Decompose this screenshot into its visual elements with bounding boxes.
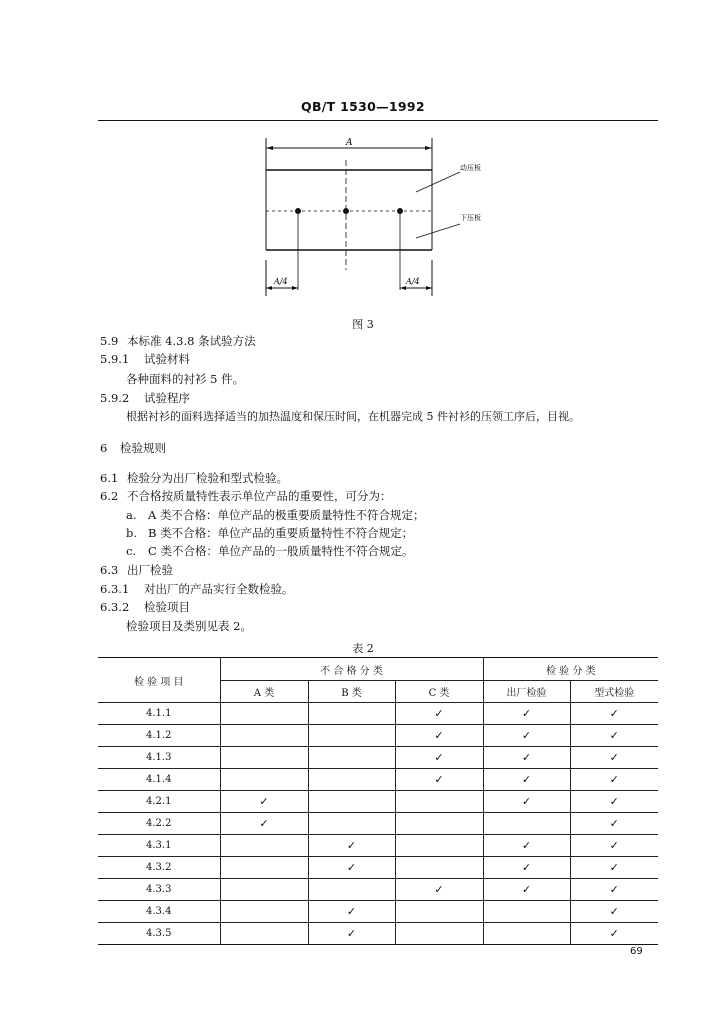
quarter-label-right: A/4 bbox=[406, 277, 420, 286]
dim-arrow-right bbox=[425, 146, 432, 150]
check-mark-cell: ✓ bbox=[483, 725, 570, 747]
table-body bbox=[98, 703, 658, 945]
line-text: 检验项目 bbox=[144, 600, 190, 614]
line-text: A 类不合格：单位产品的极重要质量特性不符合规定； bbox=[148, 508, 425, 522]
point-centre bbox=[343, 208, 349, 214]
line-number: 5.9 bbox=[100, 334, 119, 348]
line-text: 各种面料的衬衫 5 件。 bbox=[126, 372, 245, 386]
line-text: 检验规则 bbox=[120, 441, 166, 455]
empty-cell bbox=[220, 923, 308, 945]
check-mark-cell: ✓ bbox=[395, 747, 483, 769]
line-text: 出厂检验 bbox=[127, 563, 173, 577]
column-header: B 类 bbox=[308, 681, 395, 703]
paragraph-line bbox=[126, 410, 580, 424]
table-row bbox=[98, 725, 658, 747]
item-cell: 4.1.4 bbox=[98, 769, 220, 791]
line-number: 6.2 bbox=[100, 489, 119, 503]
line-number: 6.1 bbox=[100, 471, 119, 485]
check-mark-cell: ✓ bbox=[483, 857, 570, 879]
header-rule bbox=[98, 120, 658, 121]
table-row bbox=[98, 923, 658, 945]
upper-plate-label: 动压板 bbox=[460, 164, 481, 172]
column-header: 型式检验 bbox=[570, 681, 658, 703]
table-row bbox=[98, 703, 658, 725]
line-number: b. bbox=[126, 526, 138, 540]
bottom-left-arrow-b bbox=[292, 286, 298, 290]
line-text: B 类不合格：单位产品的重要质量特性不符合规定； bbox=[148, 526, 414, 540]
check-mark-cell: ✓ bbox=[308, 923, 395, 945]
empty-cell bbox=[220, 879, 308, 901]
line-number: c. bbox=[126, 544, 137, 558]
empty-cell bbox=[395, 923, 483, 945]
section-5-9-2 bbox=[100, 391, 190, 405]
column-header: A 类 bbox=[220, 681, 308, 703]
check-mark-cell: ✓ bbox=[483, 791, 570, 813]
table-row bbox=[98, 769, 658, 791]
list-item-c bbox=[126, 544, 413, 558]
line-number: 6.3 bbox=[100, 563, 119, 577]
empty-cell bbox=[308, 791, 395, 813]
item-cell: 4.1.2 bbox=[98, 725, 220, 747]
table-row bbox=[98, 857, 658, 879]
check-mark-cell: ✓ bbox=[570, 835, 658, 857]
item-cell: 4.3.4 bbox=[98, 901, 220, 923]
line-text: C 类不合格：单位产品的一般质量特性不符合规定。 bbox=[148, 544, 414, 558]
empty-cell bbox=[308, 747, 395, 769]
quarter-label-left: A/4 bbox=[274, 277, 288, 286]
check-mark-cell: ✓ bbox=[483, 835, 570, 857]
paragraph-line bbox=[126, 619, 252, 633]
line-text: 不合格按质量特性表示单位产品的重要性，可分为： bbox=[127, 489, 392, 503]
line-text: 检验项目及类别见表 2。 bbox=[126, 619, 252, 633]
empty-cell bbox=[220, 835, 308, 857]
item-cell: 4.2.2 bbox=[98, 813, 220, 835]
lower-leader bbox=[416, 224, 460, 238]
empty-cell bbox=[395, 791, 483, 813]
empty-cell bbox=[483, 901, 570, 923]
empty-cell bbox=[220, 769, 308, 791]
lower-plate-label: 下压板 bbox=[460, 214, 481, 222]
section-5-9 bbox=[100, 334, 256, 348]
empty-cell bbox=[395, 835, 483, 857]
column-header: C 类 bbox=[395, 681, 483, 703]
table-title: 表 2 bbox=[352, 642, 374, 655]
empty-cell bbox=[220, 725, 308, 747]
check-mark-cell: ✓ bbox=[220, 813, 308, 835]
check-mark-cell: ✓ bbox=[395, 725, 483, 747]
bottom-right-arrow-b bbox=[426, 286, 432, 290]
check-mark-cell: ✓ bbox=[308, 857, 395, 879]
item-column-header: 检 验 项 目 bbox=[98, 658, 220, 703]
check-mark-cell: ✓ bbox=[395, 879, 483, 901]
column-header: 出厂检验 bbox=[483, 681, 570, 703]
item-cell: 4.3.1 bbox=[98, 835, 220, 857]
table-row bbox=[98, 879, 658, 901]
empty-cell bbox=[220, 703, 308, 725]
empty-cell bbox=[220, 901, 308, 923]
paragraph-line bbox=[126, 372, 244, 386]
check-mark-cell: ✓ bbox=[570, 813, 658, 835]
item-cell: 4.3.3 bbox=[98, 879, 220, 901]
section-6-3-1 bbox=[100, 582, 294, 596]
check-mark-cell: ✓ bbox=[308, 901, 395, 923]
empty-cell bbox=[220, 857, 308, 879]
check-mark-cell: ✓ bbox=[570, 791, 658, 813]
line-text: 试验程序 bbox=[144, 391, 190, 405]
dim-label-a: A bbox=[346, 138, 353, 148]
check-mark-cell: ✓ bbox=[570, 725, 658, 747]
document-code-header: QB/T 1530—1992 bbox=[301, 99, 425, 114]
line-text: 本标准 4.3.8 条试验方法 bbox=[127, 334, 256, 348]
check-mark-cell: ✓ bbox=[570, 857, 658, 879]
check-mark-cell: ✓ bbox=[308, 835, 395, 857]
item-cell: 4.1.1 bbox=[98, 703, 220, 725]
empty-cell bbox=[308, 769, 395, 791]
dim-arrow-left bbox=[266, 146, 273, 150]
check-mark-cell: ✓ bbox=[570, 769, 658, 791]
page-number: 69 bbox=[630, 946, 643, 957]
line-number: 6.3.2 bbox=[100, 600, 130, 614]
point-right bbox=[397, 208, 403, 214]
figure-caption: 图 3 bbox=[352, 318, 374, 331]
figure-3-diagram bbox=[250, 130, 500, 300]
list-item-a bbox=[126, 508, 424, 522]
empty-cell bbox=[220, 747, 308, 769]
empty-cell bbox=[483, 813, 570, 835]
table-row bbox=[98, 813, 658, 835]
empty-cell bbox=[308, 879, 395, 901]
table-row bbox=[98, 747, 658, 769]
line-number: 5.9.2 bbox=[100, 391, 130, 405]
section-6 bbox=[100, 441, 166, 455]
line-text: 对出厂的产品实行全数检验。 bbox=[144, 582, 294, 596]
empty-cell bbox=[395, 901, 483, 923]
table-row bbox=[98, 791, 658, 813]
empty-cell bbox=[395, 813, 483, 835]
line-text: 试验材料 bbox=[144, 352, 190, 366]
line-text: 根据衬衫的面料选择适当的加热温度和保压时间，在机器完成 5 件衬衫的压领工序后，目视。 bbox=[126, 410, 580, 423]
item-cell: 4.2.1 bbox=[98, 791, 220, 813]
empty-cell bbox=[308, 813, 395, 835]
line-number: 6 bbox=[100, 441, 108, 455]
table-row bbox=[98, 901, 658, 923]
check-mark-cell: ✓ bbox=[483, 747, 570, 769]
list-item-b bbox=[126, 526, 413, 540]
check-mark-cell: ✓ bbox=[570, 703, 658, 725]
check-mark-cell: ✓ bbox=[570, 923, 658, 945]
empty-cell bbox=[483, 923, 570, 945]
section-5-9-1 bbox=[100, 352, 190, 366]
check-mark-cell: ✓ bbox=[570, 879, 658, 901]
point-left bbox=[295, 208, 301, 214]
item-cell: 4.3.5 bbox=[98, 923, 220, 945]
check-mark-cell: ✓ bbox=[483, 879, 570, 901]
check-mark-cell: ✓ bbox=[483, 769, 570, 791]
line-text: 检验分为出厂检验和型式检验。 bbox=[127, 471, 288, 485]
check-mark-cell: ✓ bbox=[395, 703, 483, 725]
check-mark-cell: ✓ bbox=[570, 901, 658, 923]
section-6-3-2 bbox=[100, 600, 190, 614]
section-6-1 bbox=[100, 471, 288, 485]
item-cell: 4.1.3 bbox=[98, 747, 220, 769]
empty-cell bbox=[395, 857, 483, 879]
check-mark-cell: ✓ bbox=[570, 747, 658, 769]
empty-cell bbox=[308, 725, 395, 747]
check-mark-cell: ✓ bbox=[395, 769, 483, 791]
table-row bbox=[98, 835, 658, 857]
bottom-right-arrow-a bbox=[400, 286, 406, 290]
line-number: 5.9.1 bbox=[100, 352, 130, 366]
bottom-left-arrow-a bbox=[266, 286, 272, 290]
section-6-3 bbox=[100, 563, 173, 577]
section-6-2 bbox=[100, 489, 392, 503]
nonconformity-group-header: 不 合 格 分 类 bbox=[220, 658, 483, 681]
upper-leader bbox=[416, 172, 460, 192]
inspection-table bbox=[98, 657, 658, 945]
empty-cell bbox=[308, 703, 395, 725]
line-number: 6.3.1 bbox=[100, 582, 130, 596]
line-number: a. bbox=[126, 508, 137, 522]
inspection-group-header: 检 验 分 类 bbox=[483, 658, 658, 681]
check-mark-cell: ✓ bbox=[483, 703, 570, 725]
item-cell: 4.3.2 bbox=[98, 857, 220, 879]
check-mark-cell: ✓ bbox=[220, 791, 308, 813]
